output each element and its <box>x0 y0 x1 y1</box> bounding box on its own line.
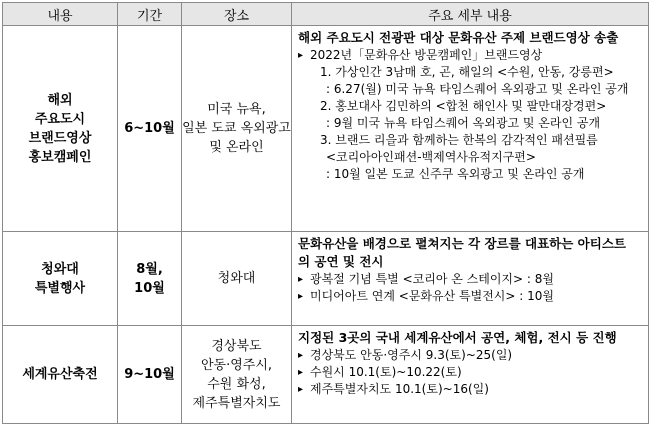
detail-item: : 6.27(월) 미국 뉴욕 타임스퀘어 옥외광고 및 온라인 공개 <box>326 82 629 96</box>
detail-item: 2. 홍보대사 김민하의 <합천 해인사 및 팔만대장경편> <box>320 99 607 113</box>
row-name-line: 세계유산축전 <box>22 367 98 382</box>
row-name-line: 청와대 <box>41 261 79 277</box>
row-period <box>118 26 182 232</box>
detail-item: : 10월 일본 도쿄 신주쿠 옥외광고 및 온라인 공개 <box>326 167 585 181</box>
detail-bullet: ▸ 경상북도 안동·영주시 9.3(토)~25(일) <box>298 347 644 364</box>
detail-bullet: ▸ 2022년「문화유산 방문캠페인」브랜드영상 <box>298 47 644 64</box>
row-name-line: 해외 <box>47 92 73 108</box>
row-place-line: 안동·영주시, <box>200 357 273 373</box>
row-place-line: 경상북도 <box>211 338 262 354</box>
detail-bullet: ▸ 광복절 기념 특별 <코리아 온 스테이지> : 8월 <box>298 271 644 288</box>
row-period <box>118 326 182 424</box>
table-row <box>3 232 649 326</box>
row-place-line: 일본 도쿄 옥외광고 <box>182 121 291 136</box>
row-place-line: 청와대 <box>217 271 256 286</box>
detail-heading: 의 공연 및 전시 <box>298 254 384 269</box>
detail-bullet: ▸ 미디어아트 연계 <문화유산 특별전시> : 10월 <box>298 288 644 305</box>
header-period: 기간 <box>118 3 182 26</box>
row-name <box>3 232 118 326</box>
header-place: 장소 <box>182 3 292 26</box>
schedule-table <box>2 2 649 424</box>
detail-heading: 지정된 3곳의 국내 세계유산에서 공연, 체험, 전시 등 진행 <box>298 330 617 345</box>
row-place-line: 미국 뉴욕, <box>207 102 266 117</box>
row-period-line: 10월 <box>134 280 165 296</box>
header-content: 내용 <box>3 3 118 26</box>
row-place-line: 수원 화성, <box>207 376 266 392</box>
detail-heading: 문화유산을 배경으로 펼쳐지는 각 장르를 대표하는 아티스트 <box>298 236 626 251</box>
row-place-line: 제주특별자치도 <box>192 395 281 411</box>
row-name-line: 주요도시 <box>34 111 86 127</box>
detail-item: <코리아아인패션-백제역사유적지구편> <box>326 150 536 164</box>
header-details: 주요 세부 내용 <box>292 3 649 26</box>
detail-item: 1. 가상인간 3남매 호, 곤, 해일의 <수원, 안동, 강릉편> <box>320 65 614 79</box>
row-details <box>292 26 649 232</box>
row-name <box>3 26 118 232</box>
row-period-line: 8월, <box>136 261 163 277</box>
table-row <box>3 26 649 232</box>
row-place-line: 및 온라인 <box>209 140 264 155</box>
detail-item: : 9월 미국 뉴욕 타임스퀘어 옥외광고 및 온라인 공개 <box>326 116 601 130</box>
row-name-line: 특별행사 <box>34 280 86 296</box>
detail-bullet: ▸ 제주특별자치도 10.1(토)~16(일) <box>298 381 644 398</box>
row-details <box>292 326 649 424</box>
row-period <box>118 232 182 326</box>
row-period-line: 9~10월 <box>124 367 175 382</box>
detail-item: 3. 브랜드 리을과 함께하는 한복의 감각적인 패션필름 <box>320 133 598 147</box>
detail-heading: 해외 주요도시 전광판 대상 문화유산 주제 브랜드영상 송출 <box>298 30 619 45</box>
row-details <box>292 232 649 326</box>
row-place <box>182 26 292 232</box>
row-place <box>182 326 292 424</box>
row-name-line: 홍보캠페인 <box>28 149 92 165</box>
detail-bullet: ▸ 수원시 10.1(토)~10.22(토) <box>298 364 644 381</box>
row-place <box>182 232 292 326</box>
row-name <box>3 326 118 424</box>
table-row <box>3 326 649 424</box>
row-period-line: 6~10월 <box>124 121 175 136</box>
row-name-line: 브랜드영상 <box>28 130 92 146</box>
header-row <box>3 3 649 26</box>
